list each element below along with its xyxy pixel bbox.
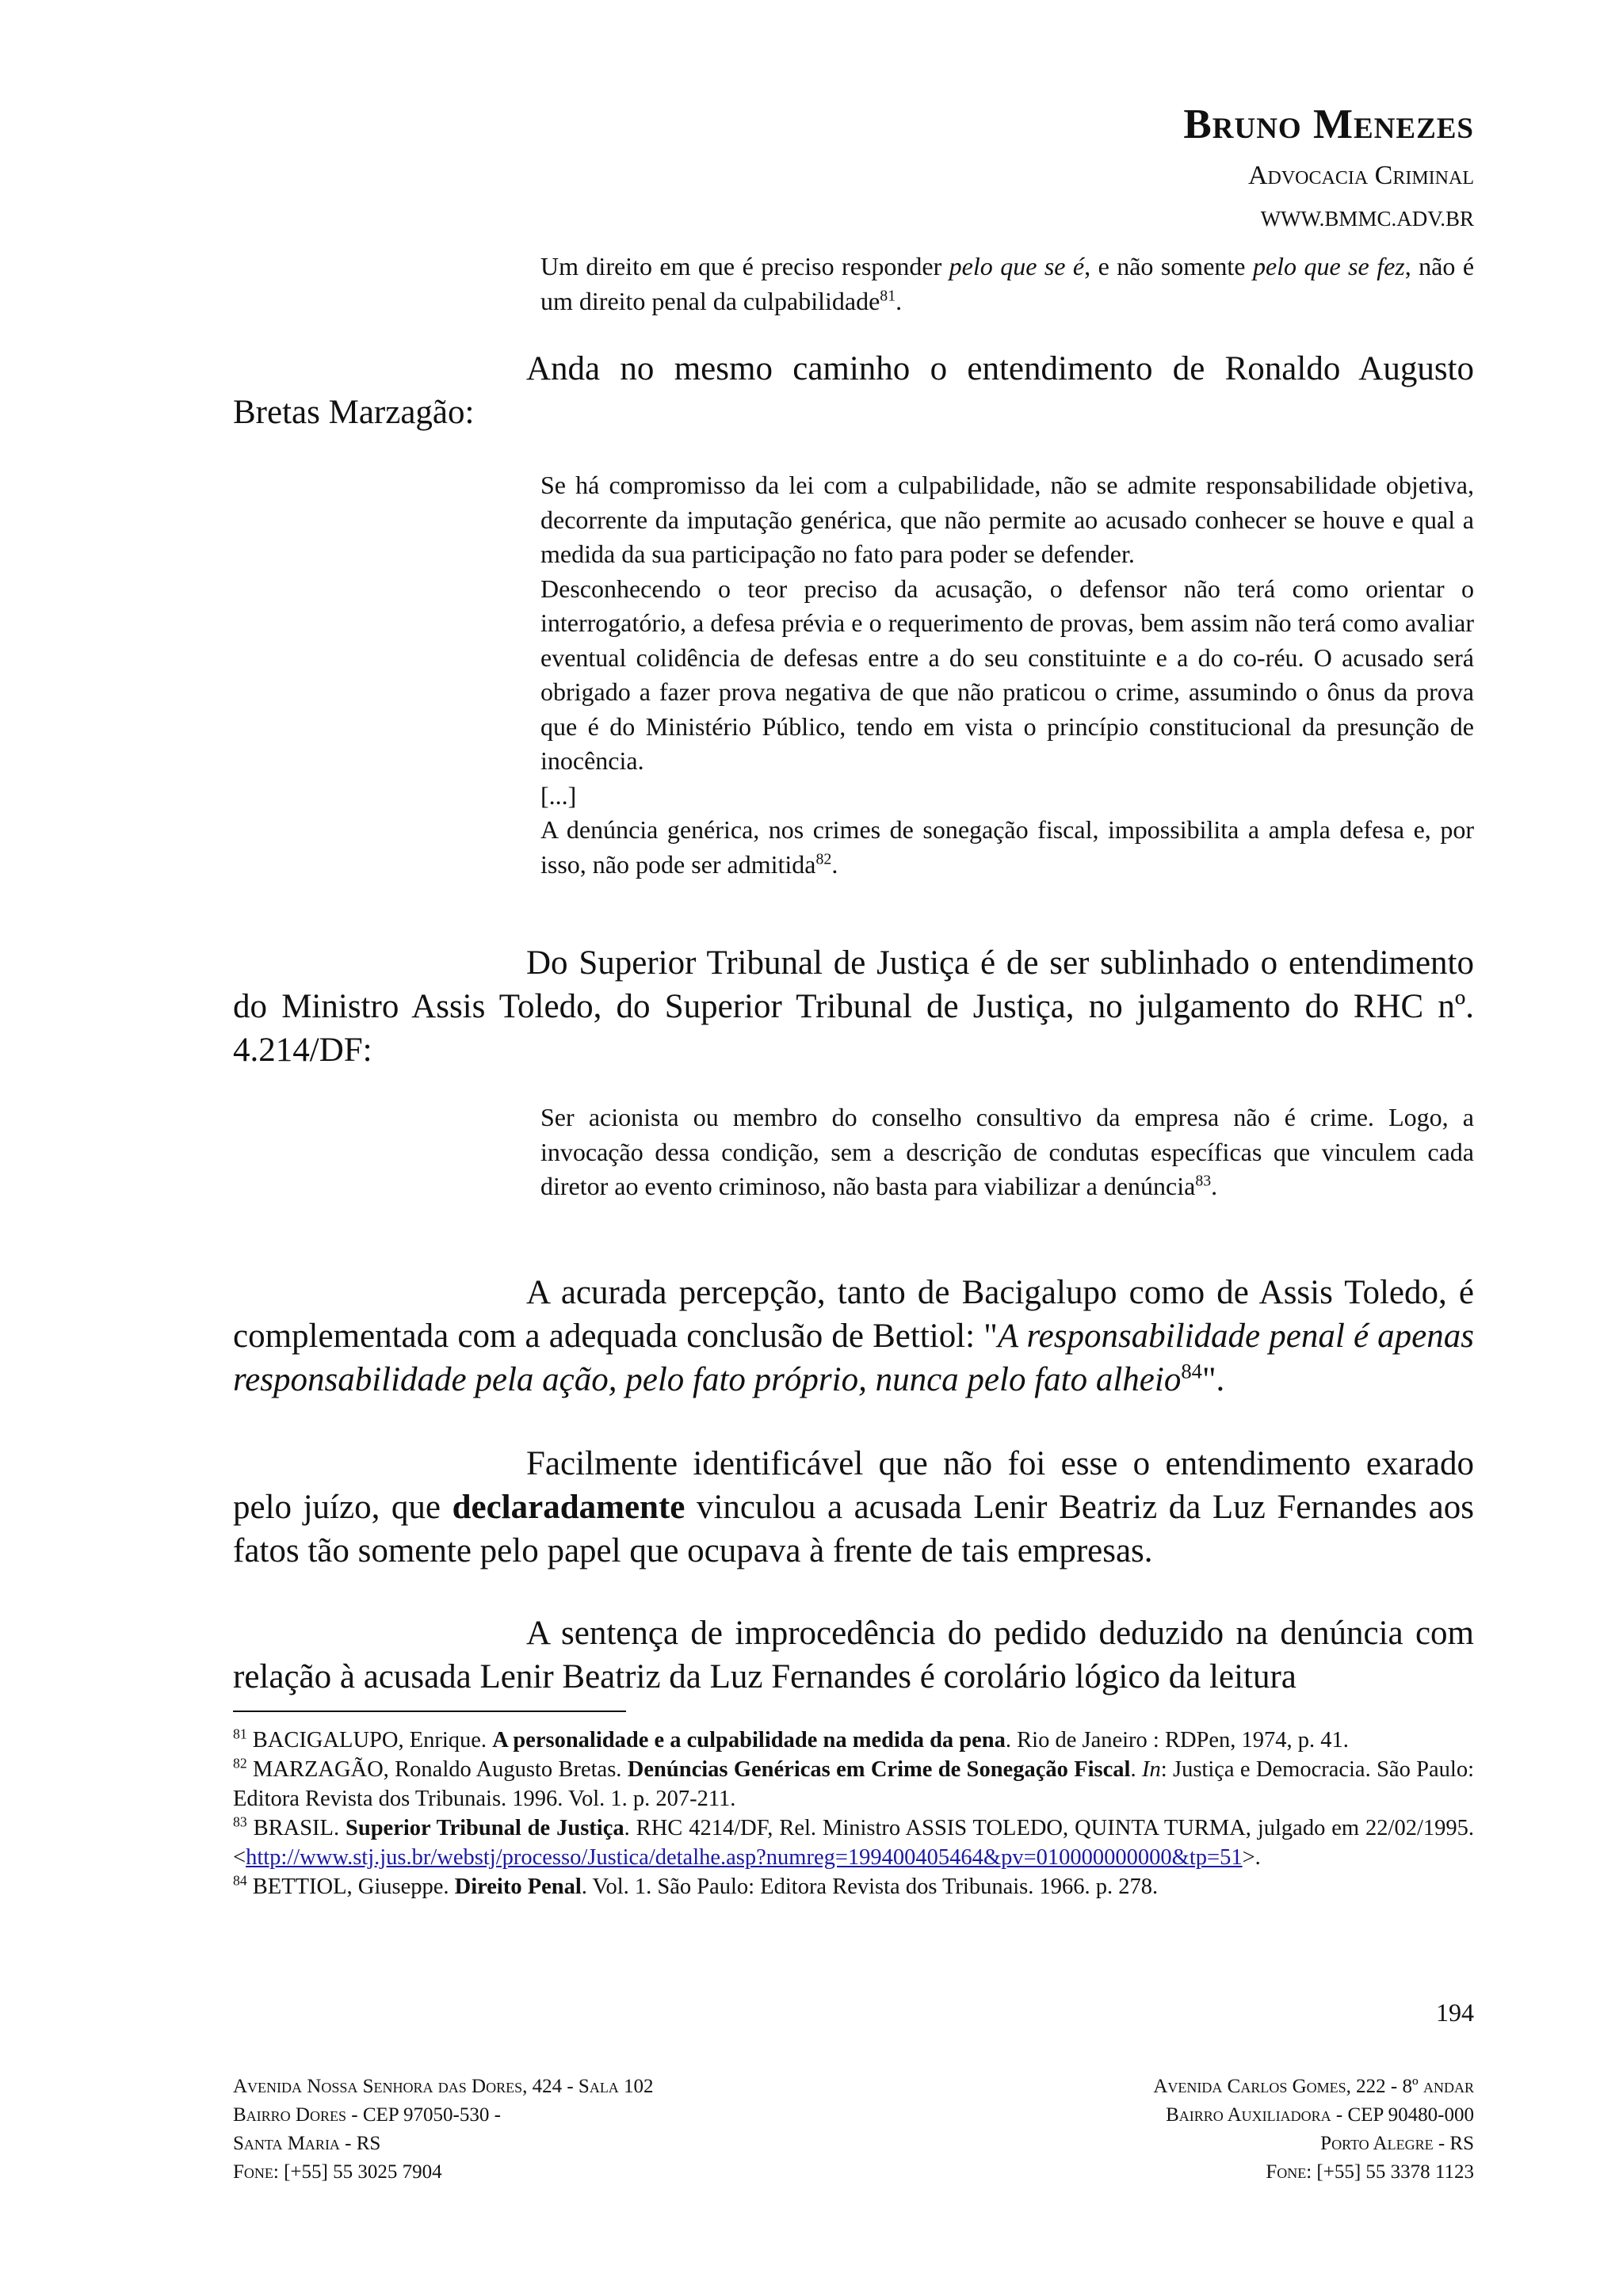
block-quote-3 (540, 1100, 1474, 1204)
body-paragraph-1: Anda no mesmo caminho o entendimento de Ronaldo Augusto Bretas Marzagão: (233, 350, 1474, 431)
footnote-text: BETTIOL, Giuseppe. (246, 1875, 455, 1899)
footnote-ref-81: 81 (880, 286, 896, 304)
footnotes (233, 1726, 1474, 1901)
quote-text: . (896, 286, 903, 315)
quote-text: , e não somente (1084, 252, 1253, 280)
quote-text: . (831, 849, 838, 879)
address-line: Bairro Auxiliadora - CEP 90480-000 (1166, 2104, 1474, 2126)
footnote-text: . RHC 4214/DF, Rel. Ministro ASSIS TOLEDO, QUINTA TURMA, julgado em 22/02/1995. < (233, 1816, 1474, 1870)
stj-link[interactable]: http://www.stj.jus.br/webstj/processo/Justica/detalhe.asp?numreg=199400405464&pv=010000000000&tp=51 (246, 1845, 1243, 1870)
quote-text: , não é um direito penal da culpabilidade (540, 252, 1475, 315)
quote-paragraph: [...] (540, 780, 577, 810)
bold-emphasis: declaradamente (452, 1489, 685, 1526)
footnote-number: 83 (233, 1814, 247, 1830)
body-paragraph-4 (233, 1442, 1474, 1573)
footnote-81 (233, 1726, 1474, 1755)
firm-subtitle: Advocacia Criminal (1247, 161, 1474, 190)
quote-paragraph: Se há compromisso da lei com a culpabilidade, não se admite responsabilidade objetiva, decorrente da imputação genérica, que não permite ao acusado conhecer se houve e qual a medida da sua participação no fato para poder se defender. (540, 471, 1474, 568)
quote-paragraph (540, 813, 1474, 882)
address-line: Avenida Carlos Gomes, 222 - 8º andar (1153, 2076, 1474, 2097)
footnote-82 (233, 1755, 1474, 1814)
footnote-title: Denúncias Genéricas em Crime de Sonegação Fiscal (627, 1757, 1131, 1782)
footnote-text: >. (1242, 1845, 1261, 1870)
footnote-text: BACIGALUPO, Enrique. (246, 1728, 493, 1753)
paragraph-text: ". (1201, 1361, 1225, 1398)
paragraph-text: A acurada percepção, tanto de Bacigalupo como de Assis Toledo, é complementada com a adequada conclusão de Bettiol: " (233, 1274, 1474, 1355)
footnote-text: BRASIL. (246, 1816, 346, 1840)
address-phone: Fone: [+55] 55 3025 7904 (233, 2161, 442, 2183)
footnote-84 (233, 1872, 1474, 1901)
quote-paragraph: Desconhecendo o teor preciso da acusação, o defensor não terá como orientar o interrogatório, a defesa prévia e o requerimento de provas, bem assim não terá como avaliar eventual colidência de defesas entre a do seu constituinte e a do co-réu. O acusado será obrigado a fazer prova negativa de que não praticou o crime, assumindo o ônus da prova que é do Ministério Público, tendo em vista o princípio constitucional da presunção de inocência. (540, 574, 1474, 775)
quote-emphasis: pelo que se fez (1252, 252, 1405, 280)
footnote-separator (233, 1711, 626, 1712)
address-line: Santa Maria - RS (233, 2133, 381, 2154)
footer-address-left (233, 2073, 654, 2187)
body-paragraph-5: A sentença de improcedência do pedido deduzido na denúncia com relação à acusada Lenir Beatriz da Luz Fernandes é corolário lógico da leitura (233, 1615, 1474, 1695)
page-number: 194 (1436, 1998, 1474, 2027)
footnote-ref-83: 83 (1195, 1172, 1212, 1190)
block-quote-1 (540, 250, 1474, 318)
footnote-italic: In (1141, 1757, 1161, 1782)
quote-text: A denúncia genérica, nos crimes de sonegação fiscal, impossibilita a ampla defesa e, por isso, não pode ser admitida (540, 815, 1474, 879)
block-quote-2 (540, 468, 1474, 882)
footnote-number: 81 (233, 1726, 247, 1742)
footnote-text: . Vol. 1. São Paulo: Editora Revista dos Tribunais. 1966. p. 278. (581, 1875, 1159, 1899)
footnote-title: Superior Tribunal de Justiça (346, 1816, 624, 1840)
paragraph-text: vinculou a acusada Lenir Beatriz da Luz Fernandes aos fatos tão somente pelo papel que ocupava à frente de tais empresas. (233, 1489, 1474, 1569)
quote-text: Ser acionista ou membro do conselho consultivo da empresa não é crime. Logo, a invocação dessa condição, sem a descrição de condutas específicas que vinculem cada diretor ao evento criminoso, não basta para viabilizar a denúncia (540, 1103, 1474, 1200)
quote-text: . (1211, 1172, 1218, 1200)
footnote-83 (233, 1814, 1474, 1872)
quote-text: Um direito em que é preciso responder (540, 252, 949, 280)
body-paragraph-2: Do Superior Tribunal de Justiça é de ser sublinhado o entendimento do Ministro Assis Toledo, do Superior Tribunal de Justiça, no julgamento do RHC nº. 4.214/DF: (233, 944, 1474, 1069)
address-line: Avenida Nossa Senhora das Dores, 424 - Sala 102 (233, 2076, 654, 2097)
body-paragraph-3 (233, 1271, 1474, 1402)
footnote-text: MARZAGÃO, Ronaldo Augusto Bretas. (246, 1757, 628, 1782)
footnote-ref-84: 84 (1181, 1359, 1202, 1383)
footnote-title: Direito Penal (454, 1875, 582, 1899)
address-phone: Fone: [+55] 55 3378 1123 (1266, 2161, 1474, 2183)
footnote-number: 82 (233, 1755, 247, 1772)
footnote-title: A personalidade e a culpabilidade na medida da pena (492, 1728, 1006, 1753)
footer-address-right (1153, 2073, 1474, 2187)
paragraph-text: Facilmente identificável que não foi esse o entendimento exarado pelo juízo, que (233, 1445, 1474, 1526)
footnote-text: : Justiça e Democracia. São Paulo: Editora Revista dos Tribunais. 1996. Vol. 1. p. 207-211. (233, 1757, 1475, 1811)
firm-name: Bruno Menezes (1183, 101, 1474, 147)
quote-emphasis: pelo que se é (949, 252, 1085, 280)
footnote-ref-82: 82 (815, 849, 832, 868)
footnote-number: 84 (233, 1872, 247, 1889)
quote-paragraph (540, 1100, 1474, 1204)
footnote-text: . (1130, 1757, 1142, 1782)
letterhead (1183, 98, 1474, 235)
quoted-emphasis: A responsabilidade penal é apenas responsabilidade pela ação, pelo fato próprio, nunca pelo fato alheio (233, 1318, 1475, 1398)
address-line: Bairro Dores - CEP 97050-530 - (233, 2104, 501, 2126)
address-line: Porto Alegre - RS (1320, 2133, 1474, 2154)
footnote-text: . Rio de Janeiro : RDPen, 1974, p. 41. (1005, 1728, 1349, 1753)
firm-website: WWW.BMMC.ADV.BR (1260, 207, 1474, 231)
quote-paragraph (540, 250, 1474, 318)
